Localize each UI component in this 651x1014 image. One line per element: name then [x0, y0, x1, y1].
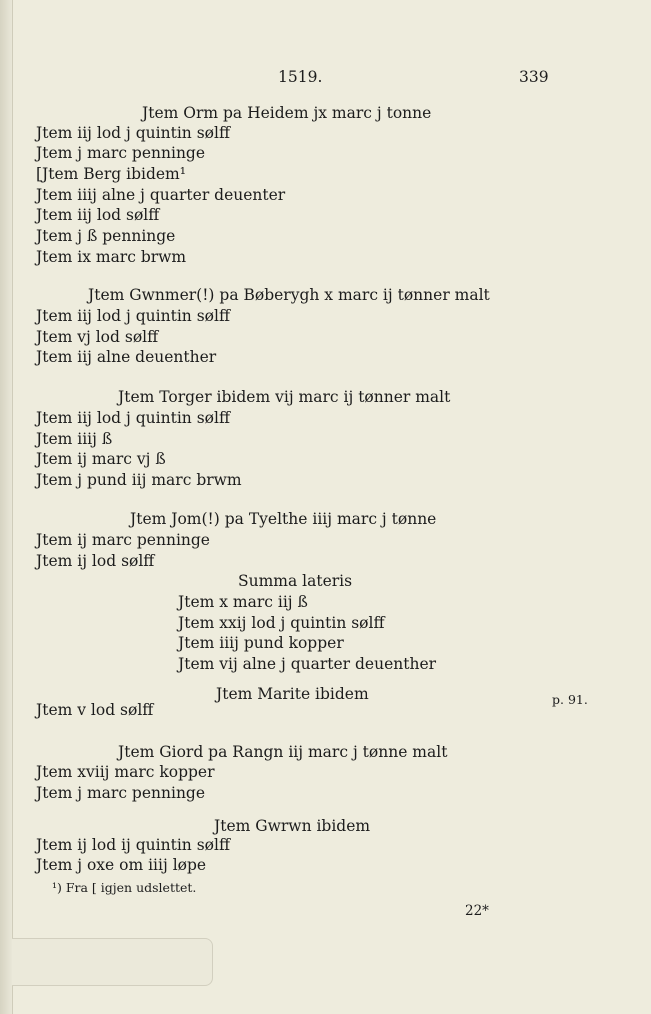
header-year: 1519. — [278, 68, 323, 86]
text-line: Jtem j oxe om iiij løpe — [36, 856, 207, 874]
text-line: Jtem Marite ibidem — [216, 685, 369, 703]
text-line: Jtem xviij marc kopper — [36, 763, 215, 781]
text-line: Jtem v lod sølff — [36, 701, 154, 719]
text-line: Jtem ix marc brwm — [36, 248, 187, 266]
page-tab-outline — [12, 938, 213, 986]
text-line: Jtem Jom(!) pa Tyelthe iiij marc j tønne — [130, 510, 437, 528]
text-line: Jtem ij lod sølff — [36, 552, 155, 570]
text-line: Jtem Gwnmer(!) pa Bøberygh x marc ij tønner malt — [88, 286, 490, 304]
text-line: Jtem iij lod j quintin sølff — [36, 409, 230, 427]
text-line: Jtem Gwrwn ibidem — [214, 817, 371, 835]
text-line: Jtem iij lod j quintin sølff — [36, 307, 230, 325]
text-line: Jtem j ß penninge — [36, 227, 176, 245]
text-line: Jtem ij lod ij quintin sølff — [36, 836, 230, 854]
text-line: Jtem Torger ibidem vij marc ij tønner malt — [118, 388, 451, 406]
text-line: Jtem iij lod j quintin sølff — [36, 124, 230, 142]
summa-line: Jtem x marc iij ß — [178, 593, 308, 611]
text-line: Jtem j marc penninge — [36, 144, 206, 162]
text-line: [Jtem Berg ibidem¹ — [36, 165, 186, 183]
page-binding-edge — [0, 0, 13, 1014]
summa-line: Jtem vij alne j quarter deuenther — [178, 655, 437, 673]
signature-mark: 22* — [465, 903, 489, 919]
text-line: Jtem vj lod sølff — [36, 328, 159, 346]
text-line: Jtem iij alne deuenther — [36, 348, 217, 366]
text-line: Jtem Orm pa Heidem jx marc j tonne — [142, 104, 432, 122]
text-line: Jtem j marc penninge — [36, 784, 206, 802]
summa-line: Jtem xxij lod j quintin sølff — [178, 614, 385, 632]
text-line: Jtem Giord pa Rangn iij marc j tønne malt — [118, 743, 448, 761]
text-line: Jtem ij marc vj ß — [36, 450, 166, 468]
text-line: Jtem j pund iij marc brwm — [36, 471, 242, 489]
margin-note: p. 91. — [552, 692, 588, 707]
text-line: Jtem iiij alne j quarter deuenter — [36, 186, 286, 204]
text-line: Jtem iij lod sølff — [36, 206, 160, 224]
text-line: Jtem iiij ß — [36, 430, 113, 448]
footnote: ¹) Fra [ igjen udslettet. — [52, 880, 197, 895]
page-number: 339 — [519, 68, 549, 86]
summa-heading: Summa lateris — [238, 572, 353, 590]
summa-line: Jtem iiij pund kopper — [178, 634, 344, 652]
text-line: Jtem ij marc penninge — [36, 531, 210, 549]
